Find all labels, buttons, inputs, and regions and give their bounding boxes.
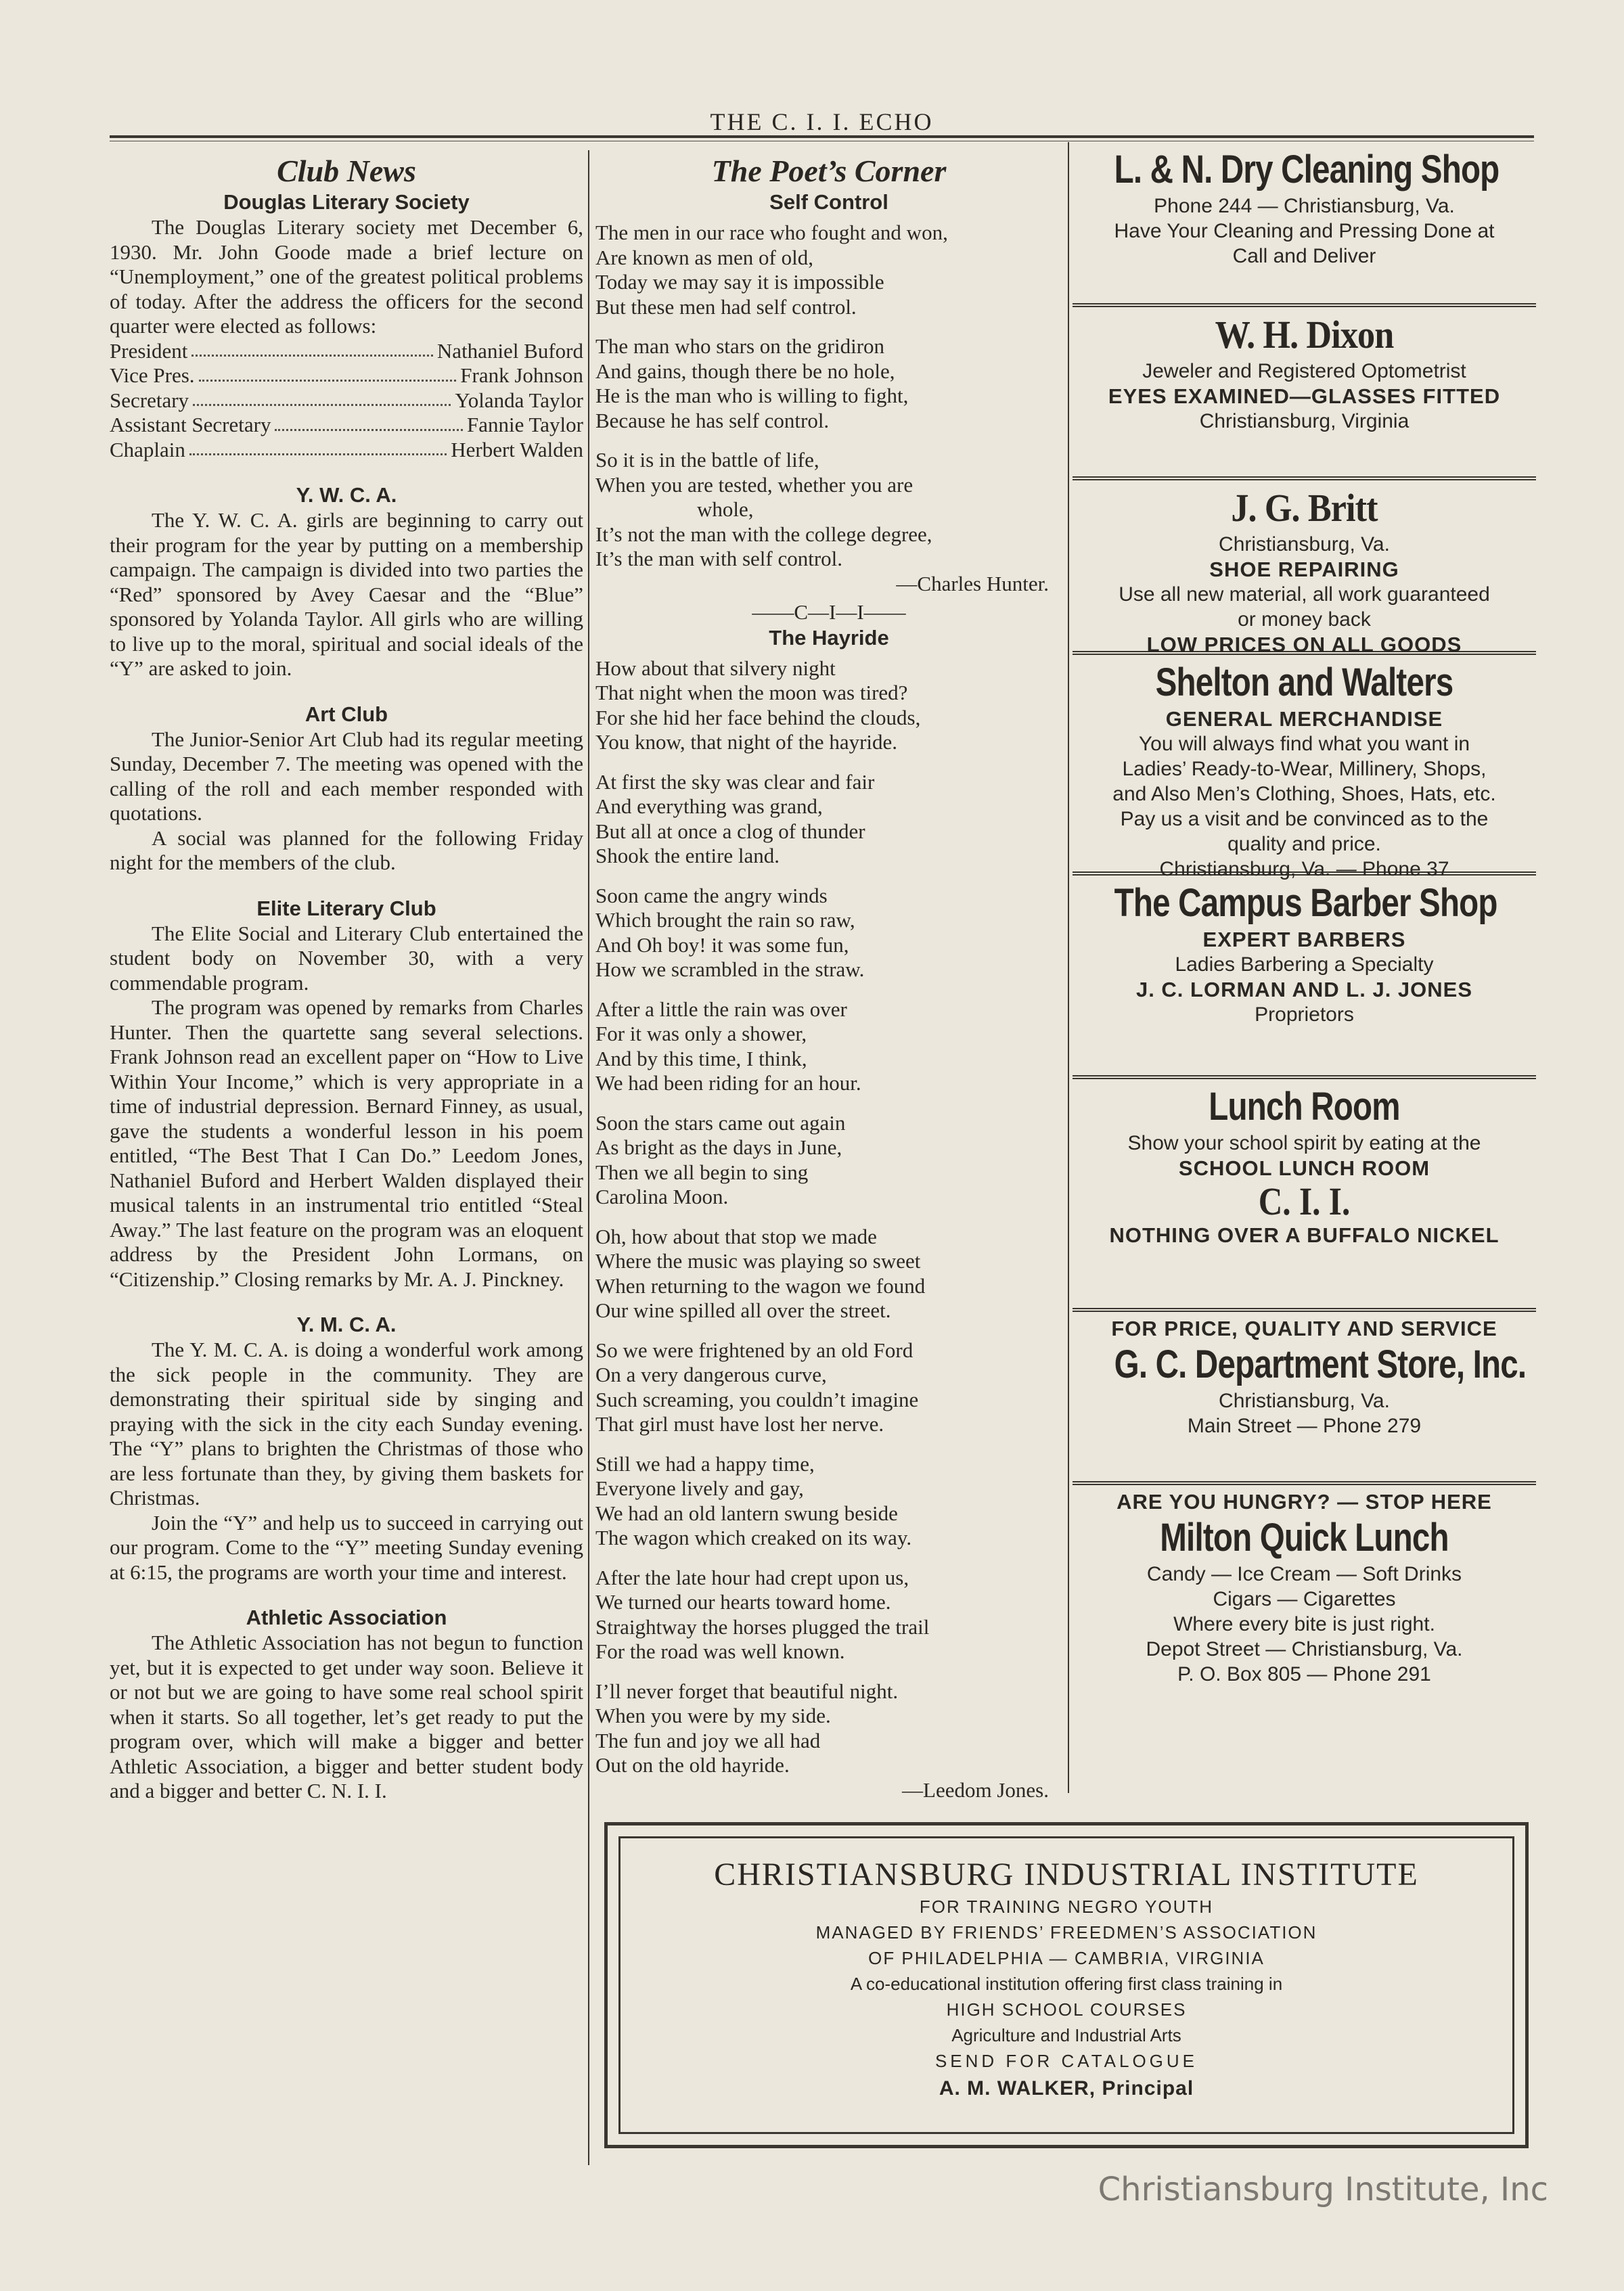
- leader-dots: [275, 413, 463, 431]
- officer-list: [110, 339, 583, 463]
- ad-title: J. G. Britt: [1231, 486, 1378, 530]
- club-news-title: Club News: [277, 154, 416, 188]
- ad-line: Christiansburg, Va.: [1219, 533, 1390, 555]
- stanza: [595, 221, 1062, 319]
- poem-author: —Leedom Jones.: [902, 1777, 1049, 1802]
- ad-bold-line: SHOE REPAIRING: [1209, 558, 1399, 581]
- officer-row: [110, 413, 583, 438]
- institute-line: OF PHILADELPHIA — CAMBRIA, VIRGINIA: [868, 1948, 1265, 1968]
- ad-block: [1073, 142, 1536, 307]
- poem-line: The wagon which creaked on its way.: [595, 1526, 912, 1549]
- poem-line: Oh, how about that stop we made: [595, 1224, 877, 1248]
- institute-line: Agriculture and Industrial Arts: [951, 2025, 1181, 2045]
- poem-line: Where the music was playing so sweet: [595, 1249, 921, 1273]
- poem-line: The men in our race who fought and won,: [595, 221, 948, 244]
- officer-row: [110, 363, 583, 388]
- ad-line: Pay us a visit and be convinced as to the: [1120, 808, 1489, 830]
- officer-role: Secretary: [110, 388, 189, 412]
- ad-line: Proprietors: [1255, 1003, 1354, 1026]
- ad-line: quality and price.: [1227, 833, 1381, 855]
- poem-line: How about that silvery night: [595, 656, 836, 680]
- elite-club-heading: Elite Literary Club: [256, 896, 436, 920]
- ywca-text: The Y. W. C. A. girls are beginning to carry out their program for the year by putting on a membership campaign. The campaign is divided into two parties the “Red” sponsored by Avey Caesar and the “Blue” sponsored by Yolanda Taylor. All girls who are willing to live up to the moral, spiritual and social ideals of the “Y” are asked to join.: [110, 508, 583, 680]
- ad-bold-line: LOW PRICES ON ALL GOODS: [1146, 633, 1462, 656]
- poem-line: Such screaming, you couldn’t imagine: [595, 1387, 919, 1411]
- poem-line: After the late hour had crept upon us,: [595, 1565, 909, 1589]
- ad-line: Christiansburg, Virginia: [1199, 410, 1409, 432]
- poem-line: Straightway the horses plugged the trail: [595, 1614, 930, 1639]
- institute-line: MANAGED BY FRIENDS’ FREEDMEN’S ASSOCIATION: [815, 1922, 1317, 1943]
- poem-line: For it was only a shower,: [595, 1022, 807, 1045]
- poem-line: Soon came the angry winds: [595, 883, 828, 907]
- ad-title: The Campus Barber Shop: [1114, 881, 1497, 925]
- ad-tagline: FOR PRICE, QUALITY AND SERVICE: [1111, 1317, 1497, 1340]
- poem-line: We turned our hearts toward home.: [595, 1590, 891, 1614]
- poem-line: That night when the moon was tired?: [595, 681, 908, 704]
- ad-line: You will always find what you want in: [1138, 733, 1470, 755]
- poem-line: The man who stars on the gridiron: [595, 334, 885, 358]
- ad-block: [1073, 655, 1536, 880]
- institute-line: A co-educational institution offering first class training in: [850, 1974, 1283, 1994]
- leader-dots: [199, 363, 457, 382]
- poem-line: He is the man who is willing to fight,: [595, 384, 909, 407]
- masthead-rule: [110, 135, 1534, 138]
- ad-block: [1073, 480, 1536, 655]
- institute-inner-frame: [618, 1836, 1514, 2134]
- elite-club-text-2: The program was opened by remarks from Charles Hunter. Then the quartette sang several selections. Frank Johnson read an excellent paper on “How to Live Within Your Income,” which is very appropriate in a time of industrial depression. Bernard Finney, as usual, gave the students a wonderful lesson in his poem entitled, “The Best That I Can Do.” Leedom Jones, Nathaniel Buford and Herbert Walden displayed their musical talents in an instrumental trio entitled “Steal Away.” The last feature on the program was an eloquent address by the President John Lormans, on “Citizenship.” Closing remarks by Mr. A. J. Pinckney.: [110, 995, 583, 1291]
- poem-line: Today we may say it is impossible: [595, 270, 884, 294]
- athletic-heading: Athletic Association: [246, 1606, 447, 1629]
- officer-row: [110, 339, 583, 364]
- ad-bold-line: EXPERT BARBERS: [1202, 928, 1406, 951]
- officer-name: Nathaniel Buford: [436, 338, 583, 363]
- poem-line: Carolina Moon.: [595, 1185, 729, 1208]
- ad-block: [1073, 1485, 1536, 1688]
- poem-line: On a very dangerous curve,: [595, 1363, 827, 1386]
- poem-line: Shook the entire land.: [595, 844, 780, 867]
- officer-role: Chaplain: [110, 437, 185, 461]
- column-divider-2: [1068, 142, 1069, 1793]
- ad-bold-line: J. C. LORMAN AND L. J. JONES: [1135, 978, 1473, 1001]
- poem-line: It’s the man with self control.: [595, 547, 843, 570]
- watermark: Christiansburg Institute, Inc: [1098, 2171, 1548, 2208]
- ad-line: Main Street — Phone 279: [1187, 1415, 1422, 1437]
- poem-line: And everything was grand,: [595, 794, 823, 818]
- stanza: [595, 770, 1062, 869]
- officer-row: [110, 388, 583, 413]
- ad-line: Jeweler and Registered Optometrist: [1142, 360, 1466, 382]
- douglas-heading: Douglas Literary Society: [223, 190, 470, 214]
- poem-line: We had been riding for an hour.: [595, 1071, 861, 1095]
- douglas-text: The Douglas Literary society met December 6, 1930. Mr. John Goode made a brief lecture on “Unemployment,” one of the greatest political problems of today. After the address the officers for the second quarter were elected as follows:: [110, 215, 583, 338]
- stanza: [595, 1111, 1062, 1210]
- poem-line: And Oh boy! it was some fun,: [595, 932, 849, 957]
- poem-line: At first the sky was clear and fair: [595, 769, 875, 794]
- poem-author: —Charles Hunter.: [896, 571, 1049, 595]
- poem-title: The Hayride: [769, 625, 889, 650]
- ad-line: Use all new material, all work guaranteed: [1119, 583, 1490, 606]
- ad-bold-line: EYES EXAMINED—GLASSES FITTED: [1108, 384, 1501, 408]
- officer-name: Frank Johnson: [460, 363, 583, 387]
- poem-line: That girl must have lost her nerve.: [595, 1412, 884, 1436]
- leader-dots: [191, 339, 433, 357]
- poem-line: When returning to the wagon we found: [595, 1273, 926, 1298]
- athletic-text: The Athletic Association has not begun to function yet, but it is expected to get under way soon. Believe it or not but we are going to have some real school spirit when it starts. So all together, let’s get ready to put the program over, which will make a bigger and better Athletic Association, a bigger and better student body and a bigger and better C. N. I. I.: [110, 1631, 583, 1802]
- ad-title: Milton Quick Lunch: [1160, 1516, 1449, 1560]
- ad-line: Depot Street — Christiansburg, Va.: [1146, 1638, 1463, 1660]
- ad-bold-line: NOTHING OVER A BUFFALO NICKEL: [1109, 1223, 1499, 1247]
- stanza: [595, 884, 1062, 982]
- poem-line: So it is in the battle of life,: [595, 448, 819, 472]
- stanza: [595, 997, 1062, 1096]
- ad-block: [1073, 876, 1536, 1079]
- poem-line: Soon the stars came out again: [595, 1110, 846, 1135]
- advertisements-column: [1073, 142, 1536, 1688]
- ad-line: Candy — Ice Cream — Soft Drinks: [1146, 1563, 1462, 1585]
- ad-line: Call and Deliver: [1232, 245, 1376, 267]
- poem-line: The fun and joy we all had: [595, 1728, 821, 1752]
- stanza: [595, 1338, 1062, 1437]
- poem-the-hayride: [595, 656, 1062, 1778]
- ad-title: W. H. Dixon: [1215, 313, 1394, 357]
- poem-line: Because he has self control.: [595, 408, 830, 432]
- ad-tagline: ARE YOU HUNGRY? — STOP HERE: [1116, 1490, 1492, 1514]
- poem-line: Are known as men of old,: [595, 245, 813, 269]
- poem-line: When you are tested, whether you are: [595, 472, 914, 497]
- ad-line: Cigars — Cigarettes: [1213, 1588, 1396, 1610]
- stanza: [595, 334, 1062, 433]
- poem-line: I’ll never forget that beautiful night.: [595, 1679, 899, 1703]
- ad-bold-line: SCHOOL LUNCH ROOM: [1178, 1156, 1430, 1180]
- ad-logo-text: C. I. I.: [1258, 1179, 1351, 1223]
- poem-line: Then we all begin to sing: [595, 1160, 809, 1184]
- poem-line: But these men had self control.: [595, 294, 857, 319]
- ad-line: Have Your Cleaning and Pressing Done at: [1114, 220, 1495, 242]
- ad-line: Christiansburg, Va.: [1219, 1390, 1390, 1412]
- poem-line: For she hid her face behind the clouds,: [595, 705, 921, 729]
- leader-dots: [193, 388, 451, 407]
- officer-name: Yolanda Taylor: [455, 388, 583, 412]
- poem-line: It’s not the man with the college degree,: [595, 522, 932, 546]
- poem-title: Self Control: [769, 190, 888, 214]
- officer-name: Fannie Taylor: [466, 413, 583, 436]
- elite-club-text: The Elite Social and Literary Club entertained the student body on November 30, with a very commendable program.: [110, 921, 583, 995]
- officer-row: [110, 438, 583, 463]
- column-divider-1: [588, 150, 589, 2165]
- poem-line: Everyone lively and gay,: [595, 1476, 804, 1500]
- poem-line: How we scrambled in the straw.: [595, 957, 865, 981]
- poem-line: And gains, though there be no hole,: [595, 359, 895, 383]
- institute-principal: A. M. WALKER, Principal: [939, 2077, 1194, 2100]
- poem-line: Which brought the rain so raw,: [595, 908, 855, 932]
- ad-block: [1073, 307, 1536, 480]
- ad-title: Lunch Room: [1209, 1085, 1400, 1129]
- leader-dots: [189, 438, 447, 456]
- officer-role: Assistant Secretary: [110, 413, 271, 436]
- poem-line: As bright as the days in June,: [595, 1135, 842, 1159]
- art-club-heading: Art Club: [304, 702, 388, 726]
- ymca-text: The Y. M. C. A. is doing a wonderful work among the sick people in the community. They are demonstrating their spiritual side by singing and praying with the sick in the city each Sunday evening. The “Y” plans to brighten the Christmas of those who are less fortunate than they, by giving them baskets for Christmas.: [110, 1338, 583, 1510]
- ad-line: Ladies Barbering a Specialty: [1175, 953, 1434, 976]
- art-club-text: The Junior-Senior Art Club had its regular meeting Sunday, December 7. The meeting was opened with the calling of the roll and each member responded with quotations.: [110, 727, 583, 825]
- poem-line: whole,: [697, 497, 754, 521]
- ad-line: Where every bite is just right.: [1173, 1613, 1435, 1635]
- poem-line: Out on the old hayride.: [595, 1753, 790, 1777]
- ad-line: Phone 244 — Christiansburg, Va.: [1154, 195, 1455, 217]
- poem-line: So we were frightened by an old Ford: [595, 1338, 914, 1362]
- institute-line: FOR TRAINING NEGRO YOUTH: [919, 1897, 1214, 1917]
- separator: ——C—I—I——: [752, 600, 906, 624]
- ad-title: Shelton and Walters: [1155, 660, 1453, 704]
- ad-block: [1073, 1079, 1536, 1312]
- stanza: [595, 448, 1062, 572]
- masthead: THE C. I. I. ECHO: [710, 108, 934, 135]
- poem-line: We had an old lantern swung beside: [595, 1501, 898, 1525]
- poem-line: And by this time, I think,: [595, 1046, 807, 1070]
- poets-corner-column: [595, 150, 1062, 1802]
- ad-line: or money back: [1238, 608, 1371, 631]
- poem-line: When you were by my side.: [595, 1704, 831, 1727]
- institute-title: CHRISTIANSBURG INDUSTRIAL INSTITUTE: [714, 1857, 1419, 1892]
- poem-line: You know, that night of the hayride.: [595, 730, 898, 754]
- poem-line: For the road was well known.: [595, 1639, 845, 1663]
- ad-line: Show your school spirit by eating at the: [1127, 1132, 1481, 1154]
- officer-role: Vice Pres.: [110, 363, 195, 387]
- officer-role: President: [110, 338, 188, 363]
- ywca-heading: Y. W. C. A.: [296, 483, 397, 507]
- stanza: [595, 1679, 1062, 1778]
- poem-line: After a little the rain was over: [595, 997, 847, 1021]
- institute-line: SEND FOR CATALOGUE: [934, 2051, 1198, 2071]
- poets-corner-title: The Poet’s Corner: [711, 154, 947, 188]
- institute-advertisement: [604, 1822, 1529, 2148]
- ad-title: G. C. Department Store, Inc.: [1114, 1342, 1527, 1386]
- ad-line: P. O. Box 805 — Phone 291: [1177, 1663, 1431, 1685]
- club-news-column: [110, 150, 583, 1804]
- ymca-heading: Y. M. C. A.: [296, 1313, 397, 1336]
- ad-bold-line: GENERAL MERCHANDISE: [1165, 707, 1443, 731]
- poem-line: Still we had a happy time,: [595, 1451, 815, 1476]
- poem-line: But all at once a clog of thunder: [595, 819, 865, 843]
- ad-title: L. & N. Dry Cleaning Shop: [1114, 148, 1499, 191]
- ad-line: Christiansburg, Va. — Phone 37: [1159, 858, 1449, 880]
- institute-line: HIGH SCHOOL COURSES: [946, 1999, 1187, 2020]
- ymca-text-2: Join the “Y” and help us to succeed in carrying out our program. Come to the “Y” meeting Sunday evening at 6:15, the programs are worth your time and interest.: [110, 1510, 583, 1584]
- stanza: [595, 1566, 1062, 1664]
- stanza: [595, 1225, 1062, 1323]
- stanza: [595, 1452, 1062, 1551]
- ad-line: and Also Men’s Clothing, Shoes, Hats, etc.: [1112, 783, 1496, 805]
- ad-block: [1073, 1312, 1536, 1485]
- poem-self-control: [595, 221, 1062, 572]
- officer-name: Herbert Walden: [451, 437, 583, 461]
- stanza: [595, 656, 1062, 755]
- ad-line: Ladies’ Ready-to-Wear, Millinery, Shops,: [1122, 758, 1487, 780]
- poem-line: Our wine spilled all over the street.: [595, 1298, 891, 1322]
- art-club-text-2: A social was planned for the following Friday night for the members of the club.: [110, 825, 583, 874]
